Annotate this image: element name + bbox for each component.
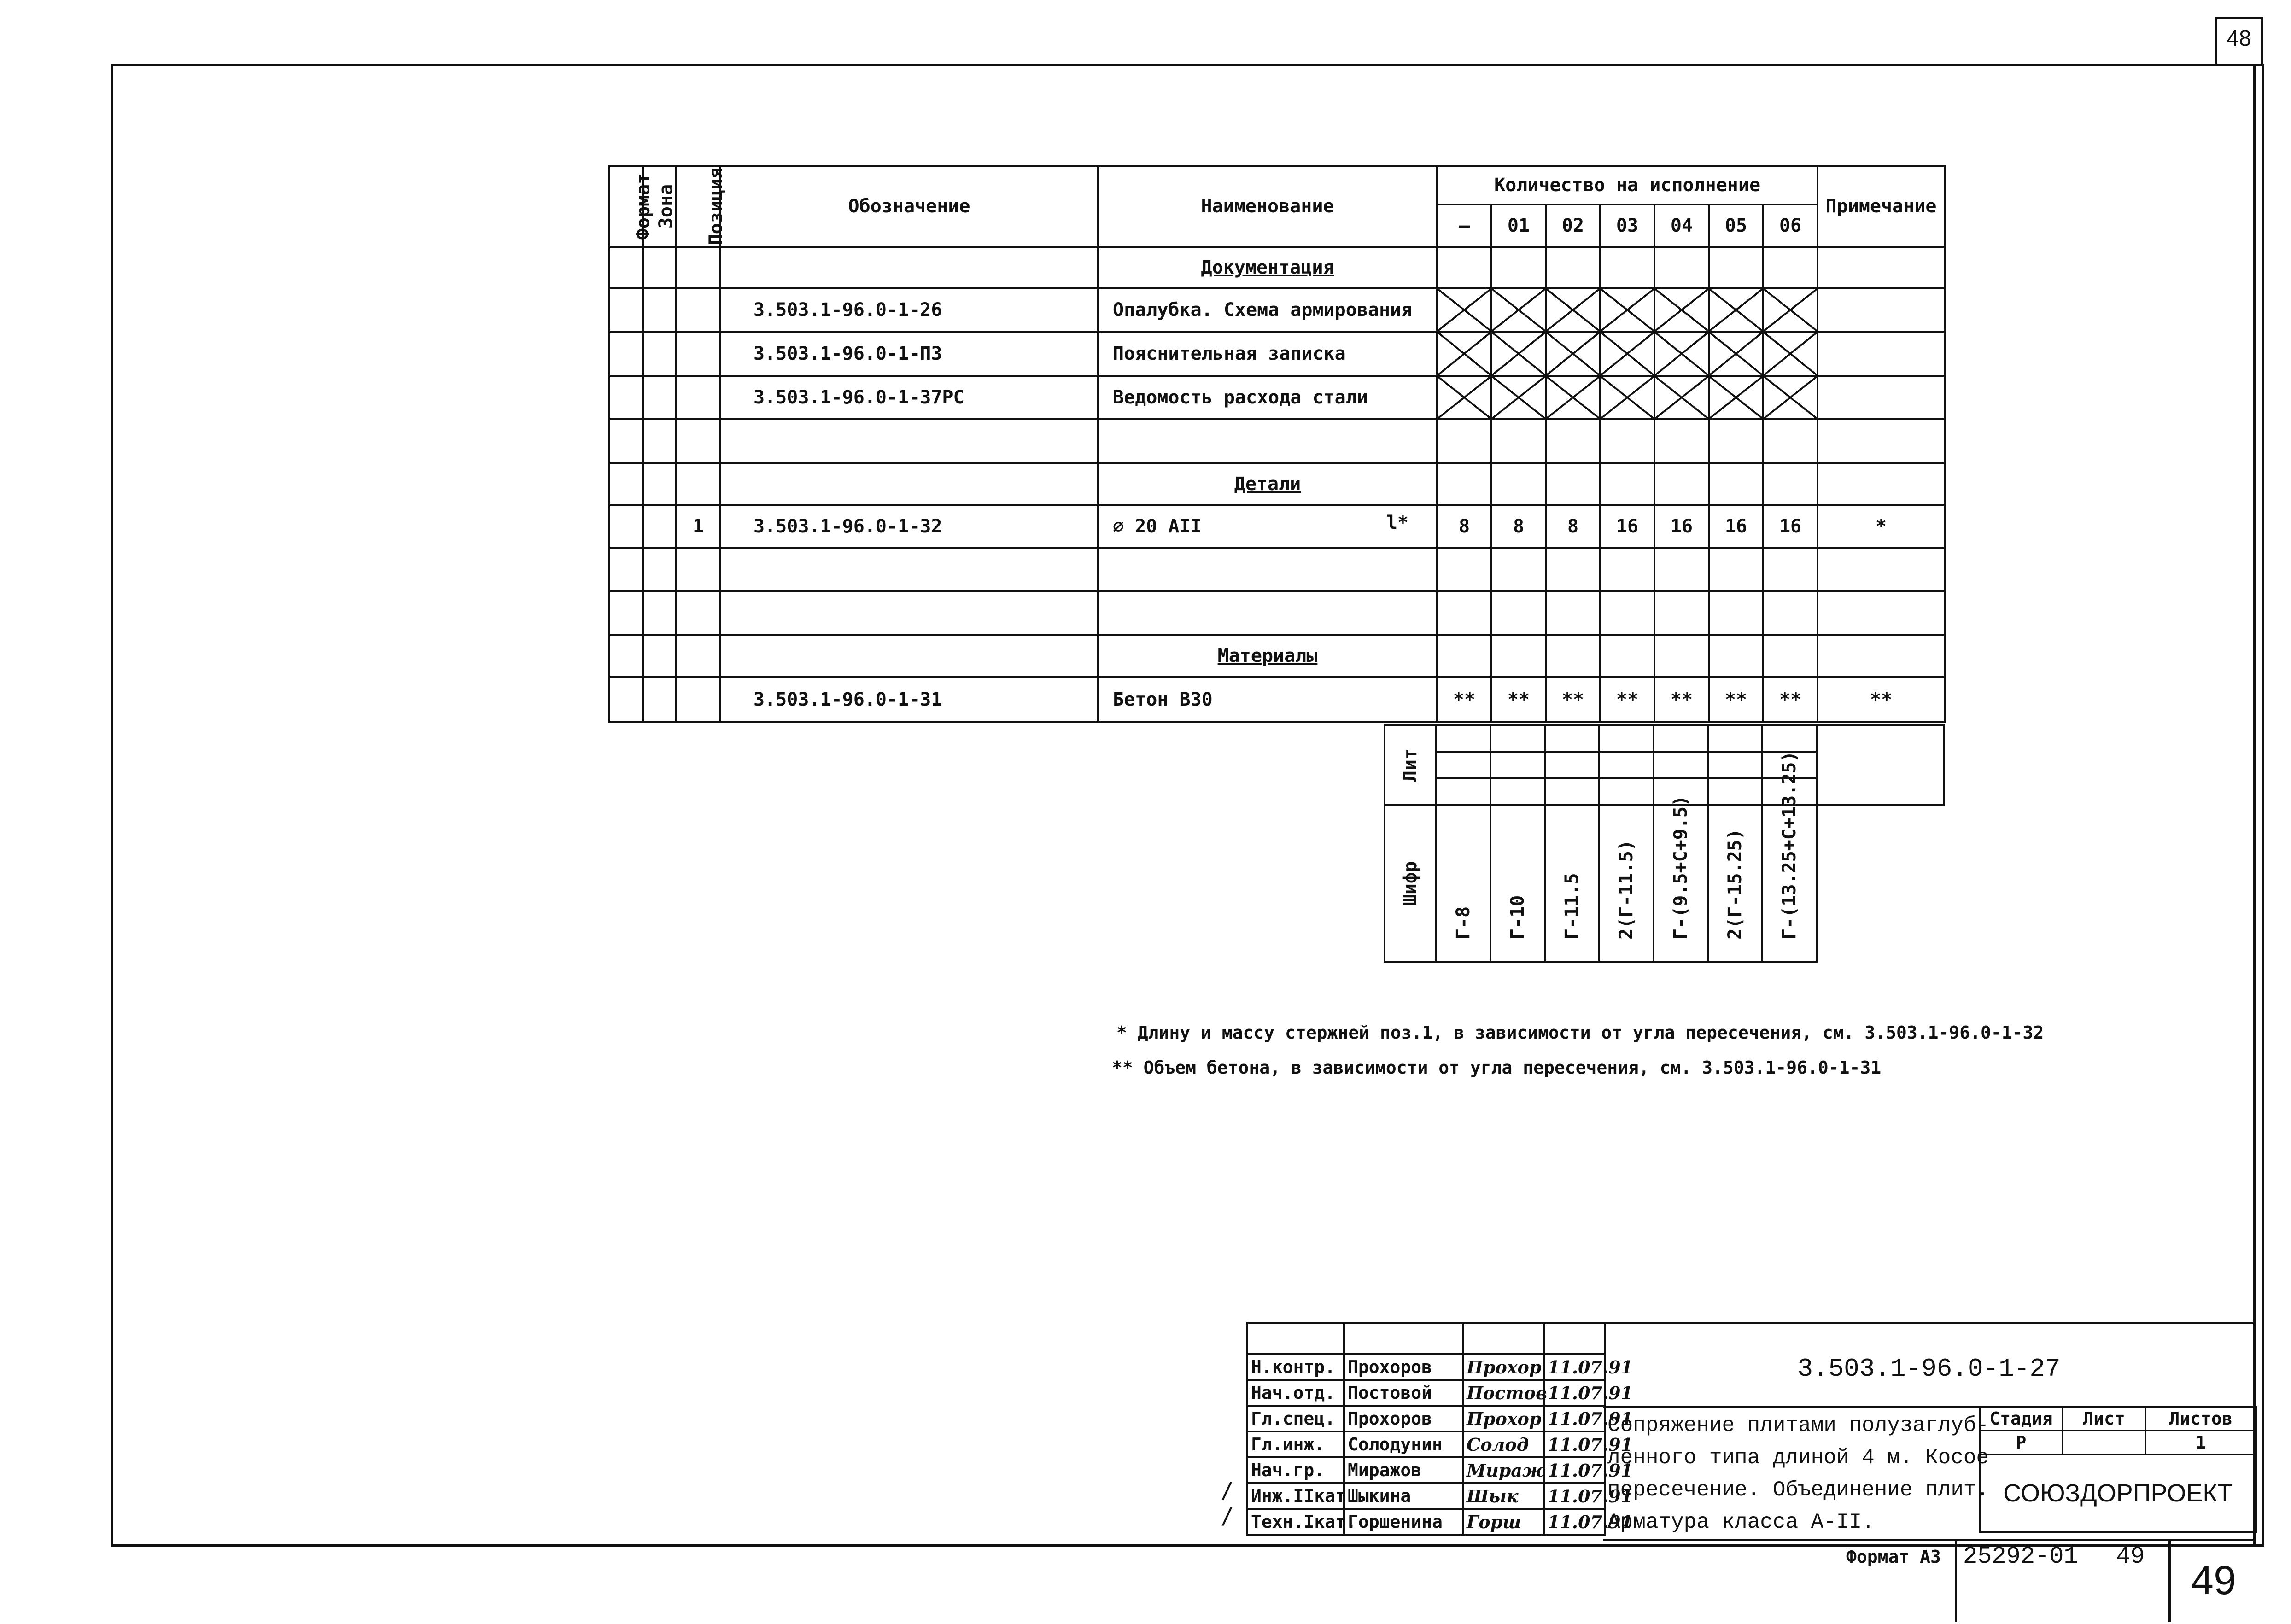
signer-date: 11.07.91 — [1544, 1431, 1605, 1457]
detail-name-cell — [1098, 505, 1437, 548]
signer-row — [1247, 1354, 1605, 1380]
stage-label: Стадия — [1980, 1407, 2063, 1431]
doc-designation: 3.503.1-96.0-1-37РС — [720, 376, 1098, 419]
slash-mark: / — [1221, 1478, 1234, 1503]
top-corner-number: 48 — [2227, 26, 2251, 51]
material-designation: 3.503.1-96.0-1-31 — [720, 677, 1098, 722]
sheet-value — [2063, 1431, 2145, 1455]
detail-note: * — [1818, 505, 1945, 548]
signer-role: Гл.инж. — [1247, 1431, 1344, 1457]
section-documentation: Документация — [1098, 247, 1437, 288]
material-qty: ** — [1600, 677, 1654, 722]
signer-date: 11.07.91 — [1544, 1483, 1605, 1509]
format-label: Формат А3 — [1846, 1547, 1941, 1567]
detail-qty: 8 — [1437, 505, 1491, 548]
signer-row — [1247, 1380, 1605, 1406]
signer-role: Гл.спец. — [1247, 1406, 1344, 1431]
cipher-label: Шифр — [1385, 805, 1436, 962]
signer-row — [1247, 1431, 1605, 1457]
title-line: пересечение. Объединение плит. — [1607, 1478, 1989, 1502]
material-qty: ** — [1654, 677, 1709, 722]
table-row — [609, 419, 1945, 463]
header-position: Позиция — [676, 166, 720, 247]
table-row — [609, 591, 1945, 635]
detail-qty: 16 — [1709, 505, 1763, 548]
footnote-1: * Длину и массу стержней поз.1, в зависимости от угла пересечения, см. 3.503.1-96.0-1-32 — [1116, 1022, 2044, 1043]
signer-date: 11.07.91 — [1544, 1509, 1605, 1535]
signer-date: 11.07.91 — [1544, 1406, 1605, 1431]
doc-designation: 3.503.1-96.0-1-ПЗ — [720, 332, 1098, 376]
signer-signature: Горш — [1463, 1509, 1544, 1535]
document-code: 3.503.1-96.0-1-27 — [1797, 1354, 2061, 1384]
variant-header: 01 — [1491, 204, 1546, 247]
sheet-label: Лист — [2063, 1407, 2145, 1431]
doc-name: Ведомость расхода стали — [1098, 376, 1437, 419]
signer-role: Н.контр. — [1247, 1354, 1344, 1380]
archive-page: 49 — [2116, 1543, 2145, 1570]
variant-header: — — [1437, 204, 1491, 247]
detail-name: ⌀ 20 АII — [1113, 516, 1202, 537]
material-qty: ** — [1709, 677, 1763, 722]
signer-name: Шыкина — [1344, 1483, 1463, 1509]
signer-name: Горшенина — [1344, 1509, 1463, 1535]
sheets-label: Листов — [2145, 1407, 2256, 1431]
material-qty: ** — [1437, 677, 1491, 722]
signer-date: 11.07.91 — [1544, 1457, 1605, 1483]
table-row — [609, 288, 1945, 332]
signer-role: Инж.IIкат — [1247, 1483, 1344, 1509]
signature-table — [1246, 1322, 1633, 1536]
section-details: Детали — [1098, 463, 1437, 505]
material-qty: ** — [1546, 677, 1600, 722]
signer-name: Солодунин — [1344, 1431, 1463, 1457]
doc-name: Пояснительная записка — [1098, 332, 1437, 376]
table-row — [609, 376, 1945, 419]
table-row — [609, 463, 1945, 505]
header-quantity: Количество на исполнение — [1437, 166, 1818, 204]
header-designation: Обозначение — [720, 166, 1098, 247]
signer-name: Постовой — [1344, 1380, 1463, 1406]
document-title — [1607, 1409, 1989, 1538]
table-row — [609, 505, 1945, 548]
section-materials: Материалы — [1098, 635, 1437, 677]
archive-number: 25292-01 — [1963, 1543, 2078, 1570]
cipher-cell: 2(Г-15.25) — [1708, 805, 1762, 962]
signer-row — [1247, 1509, 1605, 1535]
cipher-cell: Г-(9.5+С+9.5) — [1654, 805, 1708, 962]
signer-date: 11.07.91 — [1544, 1354, 1605, 1380]
signer-signature: Прохор — [1463, 1354, 1544, 1380]
detail-qty: 16 — [1654, 505, 1709, 548]
signer-role: Техн.Iкат. — [1247, 1509, 1344, 1535]
title-line: Арматура класса А-II. — [1607, 1510, 1875, 1534]
specification-table — [608, 165, 1946, 723]
detail-designation: 3.503.1-96.0-1-32 — [720, 505, 1098, 548]
signer-name: Прохоров — [1344, 1406, 1463, 1431]
doc-designation: 3.503.1-96.0-1-26 — [720, 288, 1098, 332]
stage-value: Р — [1980, 1431, 2063, 1455]
signer-signature: Солод — [1463, 1431, 1544, 1457]
signer-name: Прохоров — [1344, 1354, 1463, 1380]
table-row — [609, 635, 1945, 677]
material-qty: ** — [1491, 677, 1546, 722]
signer-signature: Шык — [1463, 1483, 1544, 1509]
variant-header: 06 — [1763, 204, 1818, 247]
variant-header: 03 — [1600, 204, 1654, 247]
signer-row — [1247, 1406, 1605, 1431]
doc-name: Опалубка. Схема армирования — [1098, 288, 1437, 332]
detail-position: 1 — [676, 505, 720, 548]
signer-date: 11.07.91 — [1544, 1380, 1605, 1406]
signer-row — [1247, 1483, 1605, 1509]
detail-qty: 16 — [1763, 505, 1818, 548]
material-name: Бетон В30 — [1098, 677, 1437, 722]
detail-qty: 8 — [1491, 505, 1546, 548]
organization: СОЮЗДОРПРОЕКТ — [1980, 1455, 2256, 1532]
sheets-value: 1 — [2145, 1431, 2256, 1455]
detail-qty: 8 — [1546, 505, 1600, 548]
cipher-cell: Г-11.5 — [1545, 805, 1599, 962]
material-qty: ** — [1763, 677, 1818, 722]
signer-signature: Постов — [1463, 1380, 1544, 1406]
header-zone: Зона — [643, 166, 676, 247]
variant-header: 05 — [1709, 204, 1763, 247]
detail-length: l* — [1386, 512, 1408, 533]
header-note: Примечание — [1818, 166, 1945, 247]
signer-role: Нач.гр. — [1247, 1457, 1344, 1483]
material-note: ** — [1818, 677, 1945, 722]
cipher-cell: 2(Г-11.5) — [1599, 805, 1654, 962]
header-name: Наименование — [1098, 166, 1437, 247]
variant-header: 04 — [1654, 204, 1709, 247]
lit-label: Лит — [1385, 725, 1436, 805]
header-format: Формат — [609, 166, 643, 247]
bottom-divider-1 — [1955, 1541, 1957, 1622]
variant-header: 02 — [1546, 204, 1600, 247]
lit-cipher-table — [1384, 724, 1945, 963]
table-row — [609, 247, 1945, 288]
table-row — [609, 332, 1945, 376]
footnote-2: ** Объем бетона, в зависимости от угла пересечения, см. 3.503.1-96.0-1-31 — [1112, 1057, 1882, 1078]
slash-mark: / — [1221, 1503, 1234, 1529]
stage-table — [1979, 1406, 2257, 1533]
signer-signature: Прохор — [1463, 1406, 1544, 1431]
signer-row — [1247, 1457, 1605, 1483]
detail-qty: 16 — [1600, 505, 1654, 548]
cipher-cell: Г-8 — [1436, 805, 1490, 962]
signer-role: Нач.отд. — [1247, 1380, 1344, 1406]
title-line: Сопряжение плитами полузаглуб- — [1607, 1414, 1989, 1437]
page-number: 49 — [2191, 1557, 2236, 1603]
cipher-cell: Г-10 — [1490, 805, 1545, 962]
cipher-cell: Г-(13.25+С+13.25) — [1762, 805, 1817, 962]
signer-name: Миражов — [1344, 1457, 1463, 1483]
title-line: ленного типа длиной 4 м. Косое — [1607, 1446, 1989, 1470]
table-row — [609, 677, 1945, 722]
table-row — [609, 548, 1945, 591]
signer-signature: Мираж — [1463, 1457, 1544, 1483]
